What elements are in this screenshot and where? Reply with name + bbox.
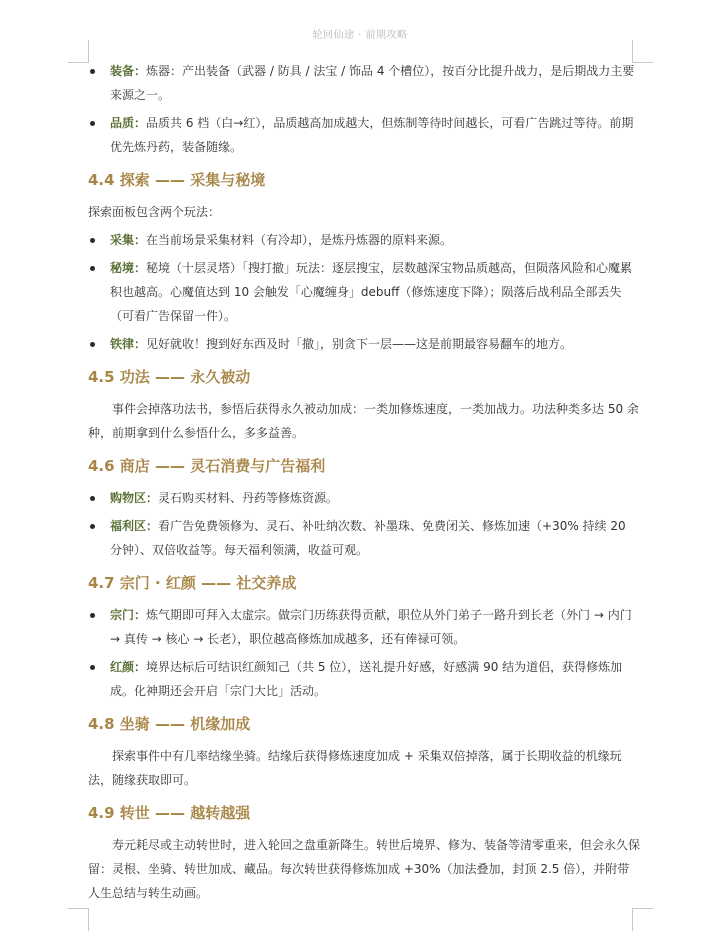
section-heading-4-7: 4.7 宗门 · 红颜 —— 社交养成 (88, 574, 297, 592)
bullet-icon (90, 266, 95, 271)
sect-list (88, 603, 640, 703)
crop-mark-bottom-left (68, 908, 89, 931)
item-label: 秘境： (110, 261, 147, 275)
list-item (88, 655, 640, 703)
section-intro: 探索面板包含两个玩法： (88, 205, 221, 219)
list-item (88, 603, 640, 651)
bullet-icon (90, 524, 95, 529)
item-label: 采集： (110, 233, 147, 247)
list-item (88, 514, 640, 562)
bullet-icon (90, 69, 95, 74)
section-heading-4-8: 4.8 坐骑 —— 机缘加成 (88, 715, 251, 733)
crop-mark-bottom-right (632, 908, 653, 931)
item-text: 灵石购买材料、丹药等修炼资源。 (158, 491, 339, 505)
list-item (88, 228, 640, 252)
section-heading-4-6: 4.6 商店 —— 灵石消费与广告福利 (88, 457, 326, 475)
bullet-icon (90, 342, 95, 347)
bullet-icon (90, 665, 95, 670)
item-text: 炼器：产出装备（武器 / 防具 / 法宝 / 饰品 4 个槽位），按百分比提升战力，是后期战力主要来源之一。 (110, 64, 635, 102)
item-label: 红颜： (110, 660, 147, 674)
section-paragraph: 探索事件中有几率结缘坐骑。结缘后获得修炼速度加成 + 采集双倍掉落，属于长期收益的机缘玩法，随缘获取即可。 (88, 749, 622, 787)
item-label: 铁律： (110, 337, 147, 351)
list-item (88, 59, 640, 107)
bullet-icon (90, 238, 95, 243)
crop-mark-top-left (68, 40, 89, 63)
item-text: 品质共 6 档（白→红），品质越高加成越大，但炼制等待时间越长，可看广告跳过等待。前期优先炼丹药，装备随缘。 (110, 116, 634, 154)
list-item (88, 256, 640, 328)
document-body (88, 59, 640, 909)
section-heading-4-4: 4.4 探索 —— 采集与秘境 (88, 171, 266, 189)
bullet-icon (90, 496, 95, 501)
explore-list (88, 228, 640, 356)
section-heading-4-9: 4.9 转世 —— 越转越强 (88, 804, 251, 822)
bullet-icon (90, 121, 95, 126)
item-text: 在当前场景采集材料（有冷却），是炼丹炼器的原料来源。 (146, 233, 453, 247)
section-paragraph: 事件会掉落功法书，参悟后获得永久被动加成：一类加修炼速度，一类加战力。功法种类多达 50 余种，前期拿到什么参悟什么，多多益善。 (88, 402, 639, 440)
list-item (88, 111, 640, 159)
item-label: 装备： (110, 64, 147, 78)
item-text: 炼气期即可拜入太虚宗。做宗门历练获得贡献，职位从外门弟子一路升到长老（外门 → 内门 → 真传 → 核心 → 长老），职位越高修炼加成越多，还有俸禄可领。 (110, 608, 632, 646)
item-label: 购物区： (110, 491, 159, 505)
item-text: 秘境（十层灵塔）「搜打撤」玩法：逐层搜宝，层数越深宝物品质越高，但陨落风险和心魔累积也越高。心魔值达到 10 会触发「心魔缠身」debuff（修炼速度下降）；陨落后战利品全部丢失（可看广告保留一件）。 (110, 261, 633, 323)
item-text: 看广告免费领修为、灵石、补吐纳次数、补墨珠、免费闭关、修炼加速（+30% 持续 20 分钟）、双倍收益等。每天福利领满，收益可观。 (110, 519, 626, 557)
equipment-list (88, 59, 640, 159)
list-item (88, 486, 640, 510)
section-paragraph: 寿元耗尽或主动转世时，进入轮回之盘重新降生。转世后境界、修为、装备等清零重来，但会永久保留：灵根、坐骑、转世加成、藏品。每次转世获得修炼加成 +30%（加法叠加，封顶 2.5 倍），并附带人生总结与转生动画。 (88, 838, 641, 900)
item-label: 福利区： (110, 519, 159, 533)
list-item (88, 332, 640, 356)
item-text: 境界达标后可结识红颜知己（共 5 位），送礼提升好感，好感满 90 结为道侣，获得修炼加成。化神期还会开启「宗门大比」活动。 (110, 660, 623, 698)
item-label: 宗门： (110, 608, 147, 622)
section-heading-4-5: 4.5 功法 —— 永久被动 (88, 368, 251, 386)
item-text: 见好就收！搜到好东西及时「撤」，别贪下一层——这是前期最容易翻车的地方。 (146, 337, 573, 351)
item-label: 品质： (110, 116, 147, 130)
running-header: 轮回仙途 · 前期攻略 (312, 30, 408, 41)
shop-list (88, 486, 640, 562)
bullet-icon (90, 613, 95, 618)
